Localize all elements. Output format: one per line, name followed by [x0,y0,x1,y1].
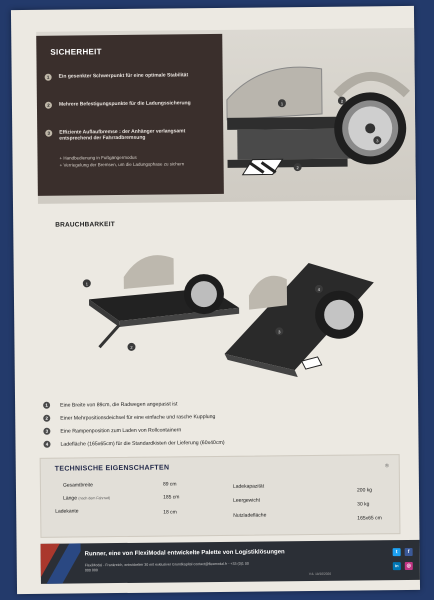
specs-title: TECHNISCHE EIGENSCHAFTEN [54,464,170,473]
spec-value: 30 kg [357,501,370,508]
item-text: Eine Rampenposition zum Laden von Rollcontainern [60,427,182,435]
svg-text:4: 4 [317,286,321,292]
spec-value: 89 cm [162,481,177,488]
footer-bar [41,540,421,584]
footer-brand-stripes [41,543,81,583]
spec-value: 18 cm [163,509,177,516]
spec-label: Leergewicht [233,497,261,504]
feature-subpoint: + Verriegelung der Bremsen, um die Ladungsphase zu sichern [59,161,185,168]
spec-label: Gesamtbreite [62,482,93,489]
technical-specs-box [40,454,401,538]
item-text: Ladefläche (165x65cm) für die Standardkisten der Lieferung (60x40cm) [60,439,225,448]
linkedin-icon[interactable]: in [393,562,401,570]
svg-text:2: 2 [130,344,133,350]
item-text: Eine Breite von 89cm, die Radwegen angepasst ist [60,401,178,409]
item-number: 2 [43,415,50,422]
footer-company-info: FlexiModal - Frankreich, entwickelter 30 mit exklusiver Grundkapital contact@flexmodal.fr - +33 (0)1 00 000 000 [84,561,249,573]
feature-number: 1 [45,74,52,81]
facebook-icon[interactable]: f [405,548,413,556]
spec-label: Ladekante [55,508,79,515]
item-number: 3 [43,428,50,435]
spec-label [63,495,110,501]
item-number: 4 [43,441,50,448]
safety-panel [36,34,224,196]
svg-text:2: 2 [340,98,344,104]
feature-subpoint: + Handbedienung in Fußgängermodus [59,154,137,161]
spec-label: Nutzladefläche [233,512,267,519]
item-text: Einer Mehrpositionsdeichsel für eine einfache und rasche Kupplung [60,414,216,422]
usage-title: BRAUCHBARKEIT [55,221,115,229]
spec-label-note: (nach dem Fahrrad) [78,496,111,501]
safety-feature-3 [45,128,215,168]
svg-text:3: 3 [376,138,379,144]
svg-text:1: 1 [85,281,88,287]
brochure-page [11,6,420,594]
spec-value: 165x65 cm [357,515,382,522]
spec-label-text: Länge [63,495,78,502]
specs-badge: ® [385,463,389,470]
footer-tagline: Runner, eine von FlexiModal entwickelte Palette von Logistiklösungen [84,549,285,558]
footer-version-code: V.6. 10/10/2020 [308,571,332,577]
feature-text: Effiziente Auflaufbremse : der Anhänger verlangsamt entsprechend der Fahrradbremsung [59,128,186,142]
safety-feature-1 [45,72,215,80]
feature-text: Mehrere Befestigungspunkte für die Ladungssicherung [58,100,191,108]
usage-trailers-photo [38,234,406,388]
twitter-icon[interactable]: t [393,548,401,556]
item-number: 1 [43,402,50,409]
spec-value: 200 kg [356,487,373,494]
svg-text:3: 3 [278,329,281,335]
feature-number: 2 [45,102,52,109]
svg-text:1: 1 [280,101,284,107]
spec-label: Ladekapazität [232,483,265,490]
safety-feature-2 [45,100,215,108]
safety-title: SICHERHEIT [50,47,102,57]
svg-text:2: 2 [296,165,299,171]
feature-text: Ein gesenkter Schwerpunkt für eine optimale Stabilität [58,72,189,80]
feature-number: 3 [45,130,52,137]
spec-value: 185 cm [163,494,180,501]
instagram-icon[interactable]: ◎ [406,562,412,570]
